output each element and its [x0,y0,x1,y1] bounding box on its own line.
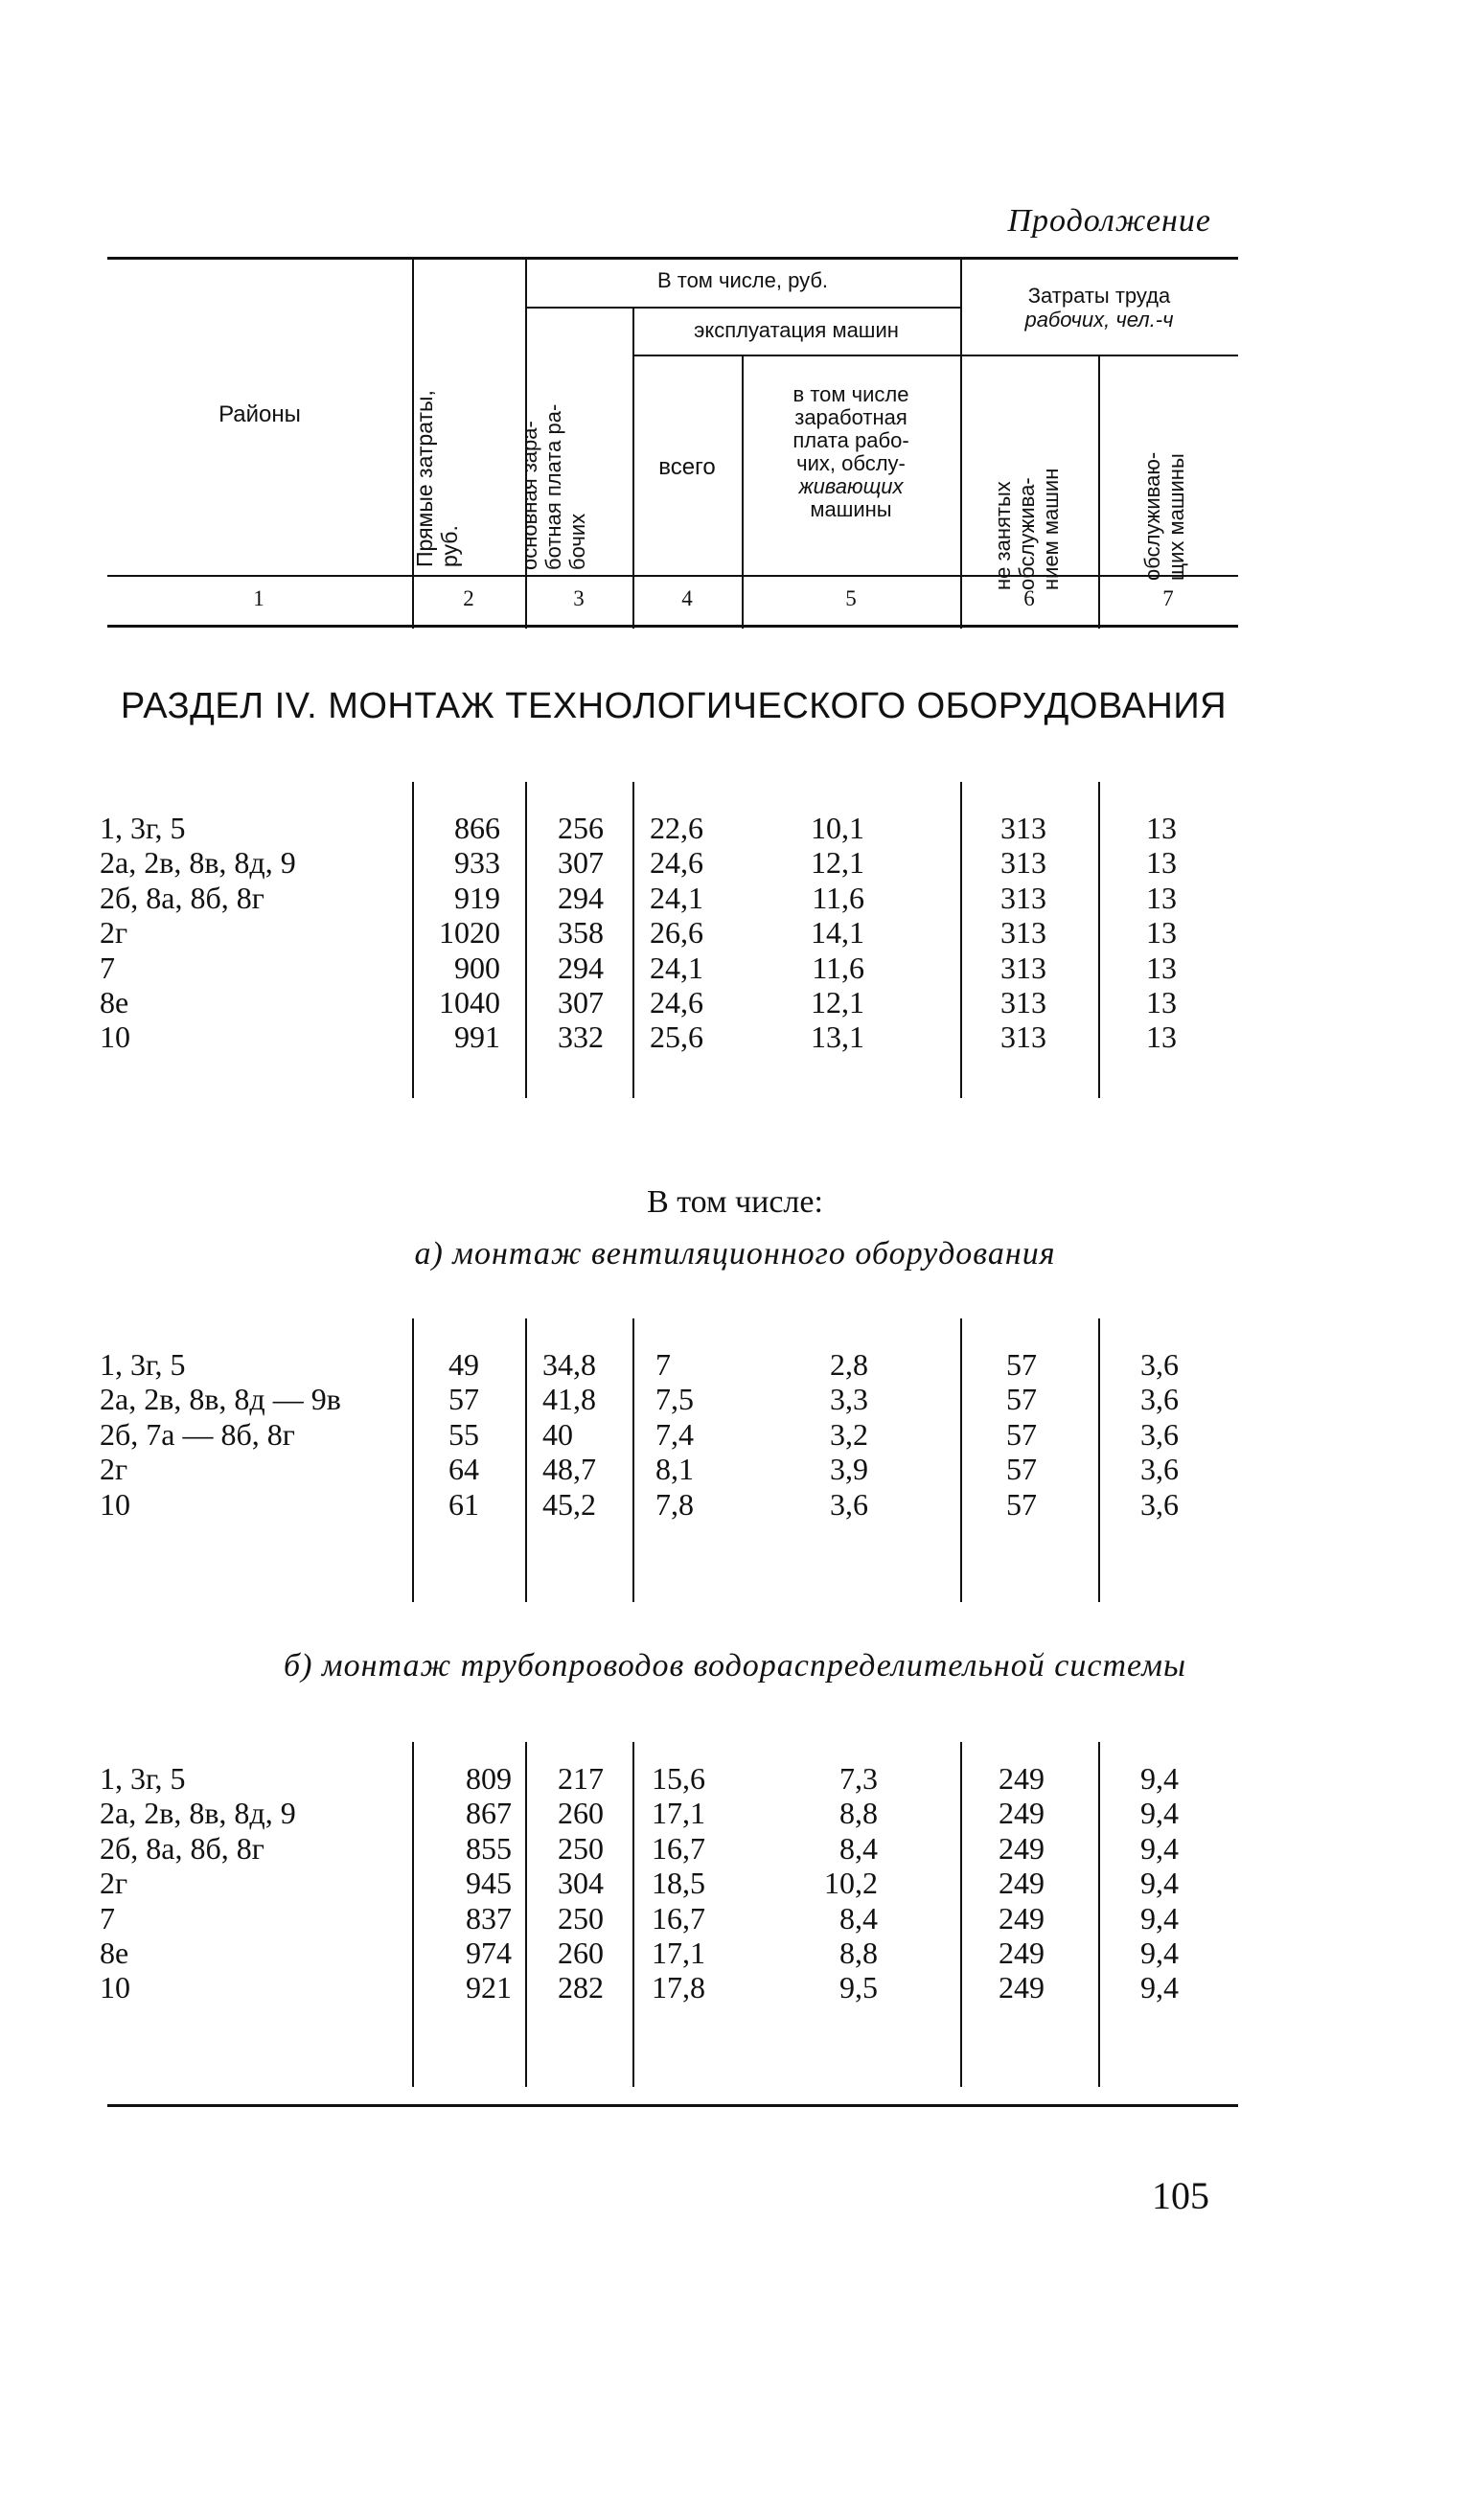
header-machine-servicing: обслуживаю- щих машины [1140,451,1188,581]
region-cell: 2а, 2в, 8в, 8д — 9в [100,1382,341,1417]
header-direct-costs: Прямые затраты, руб. [412,390,462,567]
value-cell: 7,4 [655,1416,694,1452]
value-cell: 294 [558,950,604,985]
subsection-b-title: б) монтаж трубопроводов водораспределительной системы [284,1648,1186,1684]
value-cell: 13 [1146,1019,1177,1055]
table-row [0,951,1470,986]
region-cell: 10 [100,1019,130,1055]
value-cell: 249 [999,1936,1045,1970]
table-row [0,1936,1470,1971]
value-cell: 3,6 [1140,1416,1179,1452]
value-cell: 313 [1000,915,1046,951]
table-row [0,1382,1470,1417]
region-cell: 2г [100,915,128,951]
value-cell: 24,1 [650,880,703,915]
value-cell: 358 [558,915,604,951]
subsection-a-title: а) монтаж вентиляционного оборудования [414,1236,1056,1271]
value-cell: 13 [1146,880,1177,915]
table-row [0,1866,1470,1901]
value-cell: 7 [655,1347,671,1382]
value-cell: 24,6 [650,845,703,881]
col-number-4: 4 [681,586,693,610]
value-cell: 3,9 [830,1452,868,1487]
region-cell: 1, 3г, 5 [100,1761,186,1796]
value-cell: 1040 [439,985,500,1019]
value-cell: 9,4 [1140,1761,1179,1796]
value-cell: 25,6 [650,1019,703,1055]
region-cell: 1, 3г, 5 [100,811,186,845]
value-cell: 14,1 [811,915,864,951]
value-cell: 8,4 [839,1900,878,1936]
value-cell: 991 [454,1019,500,1055]
col-number-2: 2 [463,586,474,610]
value-cell: 12,1 [811,845,864,881]
region-cell: 2а, 2в, 8в, 8д, 9 [100,1796,296,1831]
value-cell: 13 [1146,915,1177,951]
value-cell: 17,1 [652,1796,705,1831]
region-cell: 2г [100,1452,128,1487]
value-cell: 3,6 [830,1486,868,1522]
value-cell: 9,4 [1140,1866,1179,1901]
value-cell: 313 [1000,811,1046,845]
including-underline [525,307,960,309]
value-cell: 57 [1006,1486,1037,1522]
header-machine-operation: эксплуатация машин [694,318,899,342]
value-cell: 249 [999,1866,1045,1901]
value-cell: 217 [558,1761,604,1796]
value-cell: 866 [454,811,500,845]
value-cell: 17,1 [652,1936,705,1970]
value-cell: 304 [558,1866,604,1901]
value-cell: 57 [1006,1452,1037,1487]
value-cell: 24,6 [650,985,703,1019]
region-cell: 8е [100,985,129,1019]
header-total: всего [658,454,716,480]
col-number-5: 5 [845,586,857,610]
value-cell: 13 [1146,950,1177,985]
continuation-label: Продолжение [1007,203,1211,239]
value-cell: 809 [466,1761,512,1796]
region-cell: 2г [100,1866,128,1901]
value-cell: 7,5 [655,1382,694,1417]
region-cell: 2а, 2в, 8в, 8д, 9 [100,845,296,881]
region-cell: 2б, 8а, 8б, 8г [100,1830,264,1866]
value-cell: 13 [1146,985,1177,1019]
header-bottom-rule [107,575,1238,577]
value-cell: 49 [448,1347,479,1382]
value-cell: 855 [466,1830,512,1866]
value-cell: 26,6 [650,915,703,951]
value-cell: 7,3 [839,1761,878,1796]
value-cell: 945 [466,1866,512,1901]
value-cell: 17,8 [652,1970,705,2005]
value-cell: 313 [1000,1019,1046,1055]
value-cell: 250 [558,1830,604,1866]
table-row [0,1761,1470,1797]
value-cell: 3,6 [1140,1486,1179,1522]
header-vline-6 [1098,356,1100,629]
table-row [0,811,1470,846]
value-cell: 313 [1000,880,1046,915]
value-cell: 249 [999,1900,1045,1936]
table-top-rule [107,257,1238,260]
col-number-3: 3 [573,586,585,610]
table-row [0,1487,1470,1523]
value-cell: 867 [466,1796,512,1831]
table-row [0,1417,1470,1453]
region-cell: 2б, 7а — 8б, 8г [100,1416,295,1452]
value-cell: 249 [999,1761,1045,1796]
value-cell: 13 [1146,811,1177,845]
value-cell: 313 [1000,950,1046,985]
value-cell: 9,5 [839,1970,878,2005]
table-row [0,881,1470,916]
value-cell: 18,5 [652,1866,705,1901]
table-row [0,1019,1470,1055]
value-cell: 57 [1006,1347,1037,1382]
value-cell: 1020 [439,915,500,951]
table-row [0,1970,1470,2005]
value-cell: 9,4 [1140,1796,1179,1831]
value-cell: 55 [448,1416,479,1452]
table-row [0,1347,1470,1383]
value-cell: 15,6 [652,1761,705,1796]
value-cell: 10,2 [824,1866,878,1901]
value-cell: 16,7 [652,1830,705,1866]
value-cell: 250 [558,1900,604,1936]
region-cell: 2б, 8а, 8б, 8г [100,880,264,915]
value-cell: 921 [466,1970,512,2005]
value-cell: 249 [999,1970,1045,2005]
region-cell: 8е [100,1936,129,1970]
value-cell: 41,8 [542,1382,596,1417]
value-cell: 307 [558,985,604,1019]
region-cell: 10 [100,1970,130,2005]
table-a [0,1347,1470,1606]
table-row [0,1901,1470,1936]
value-cell: 313 [1000,985,1046,1019]
value-cell: 13 [1146,845,1177,881]
value-cell: 10,1 [811,811,864,845]
value-cell: 256 [558,811,604,845]
value-cell: 13,1 [811,1019,864,1055]
table-b [0,1761,1470,2098]
value-cell: 11,6 [812,950,864,985]
header-regions: Районы [218,401,301,427]
value-cell: 9,4 [1140,1830,1179,1866]
header-including-wage: в том числе заработная плата рабо- чих, обслу- живающих машины [792,382,909,521]
value-cell: 22,6 [650,811,703,845]
value-cell: 3,6 [1140,1452,1179,1487]
col-number-6: 6 [1023,586,1035,610]
value-cell: 919 [454,880,500,915]
value-cell: 249 [999,1796,1045,1831]
region-cell: 1, 3г, 5 [100,1347,186,1382]
table-row [0,915,1470,951]
value-cell: 3,6 [1140,1382,1179,1417]
value-cell: 332 [558,1019,604,1055]
col-number-1: 1 [253,586,264,610]
header-base-wage: основная зара- ботная плата ра- бочих [517,403,589,570]
value-cell: 40 [542,1416,573,1452]
value-cell: 7,8 [655,1486,694,1522]
section-title: РАЗДЕЛ IV. МОНТАЖ ТЕХНОЛОГИЧЕСКОГО ОБОРУДОВАНИЯ [120,686,1228,726]
value-cell: 933 [454,845,500,881]
value-cell: 3,6 [1140,1347,1179,1382]
value-cell: 24,1 [650,950,703,985]
value-cell: 8,8 [839,1796,878,1831]
value-cell: 313 [1000,845,1046,881]
region-cell: 10 [100,1486,130,1522]
value-cell: 294 [558,880,604,915]
value-cell: 57 [1006,1416,1037,1452]
table-row [0,1831,1470,1867]
value-cell: 57 [448,1382,479,1417]
table-row [0,1452,1470,1487]
region-cell: 7 [100,1900,115,1936]
value-cell: 3,3 [830,1382,868,1417]
value-cell: 45,2 [542,1486,596,1522]
value-cell: 249 [999,1830,1045,1866]
value-cell: 8,1 [655,1452,694,1487]
value-cell: 900 [454,950,500,985]
value-cell: 2,8 [830,1347,868,1382]
region-cell: 7 [100,950,115,985]
value-cell: 9,4 [1140,1936,1179,1970]
page-number: 105 [1152,2174,1209,2217]
header-including: В том числе, руб. [656,268,829,292]
value-cell: 34,8 [542,1347,596,1382]
value-cell: 260 [558,1796,604,1831]
value-cell: 48,7 [542,1452,596,1487]
col-number-7: 7 [1162,586,1174,610]
header-not-machine: не занятых обслужива- нием машин [991,468,1063,590]
machine-underline [632,355,960,356]
value-cell: 3,2 [830,1416,868,1452]
header-labor-costs: Затраты труда рабочих, чел.-ч [1024,284,1174,332]
value-cell: 9,4 [1140,1970,1179,2005]
value-cell: 57 [1006,1382,1037,1417]
value-cell: 307 [558,845,604,881]
table-row [0,845,1470,881]
value-cell: 282 [558,1970,604,2005]
table-row [0,985,1470,1020]
value-cell: 64 [448,1452,479,1487]
value-cell: 8,8 [839,1936,878,1970]
table-bottom-rule [107,2104,1238,2107]
table-row [0,1796,1470,1831]
value-cell: 12,1 [811,985,864,1019]
value-cell: 11,6 [812,880,864,915]
value-cell: 837 [466,1900,512,1936]
value-cell: 61 [448,1486,479,1522]
value-cell: 260 [558,1936,604,1970]
col-numbers-bottom-rule [107,625,1238,628]
including-label: В том числе: [647,1184,823,1220]
value-cell: 9,4 [1140,1900,1179,1936]
table-main [0,811,1470,1098]
value-cell: 974 [466,1936,512,1970]
value-cell: 8,4 [839,1830,878,1866]
value-cell: 16,7 [652,1900,705,1936]
